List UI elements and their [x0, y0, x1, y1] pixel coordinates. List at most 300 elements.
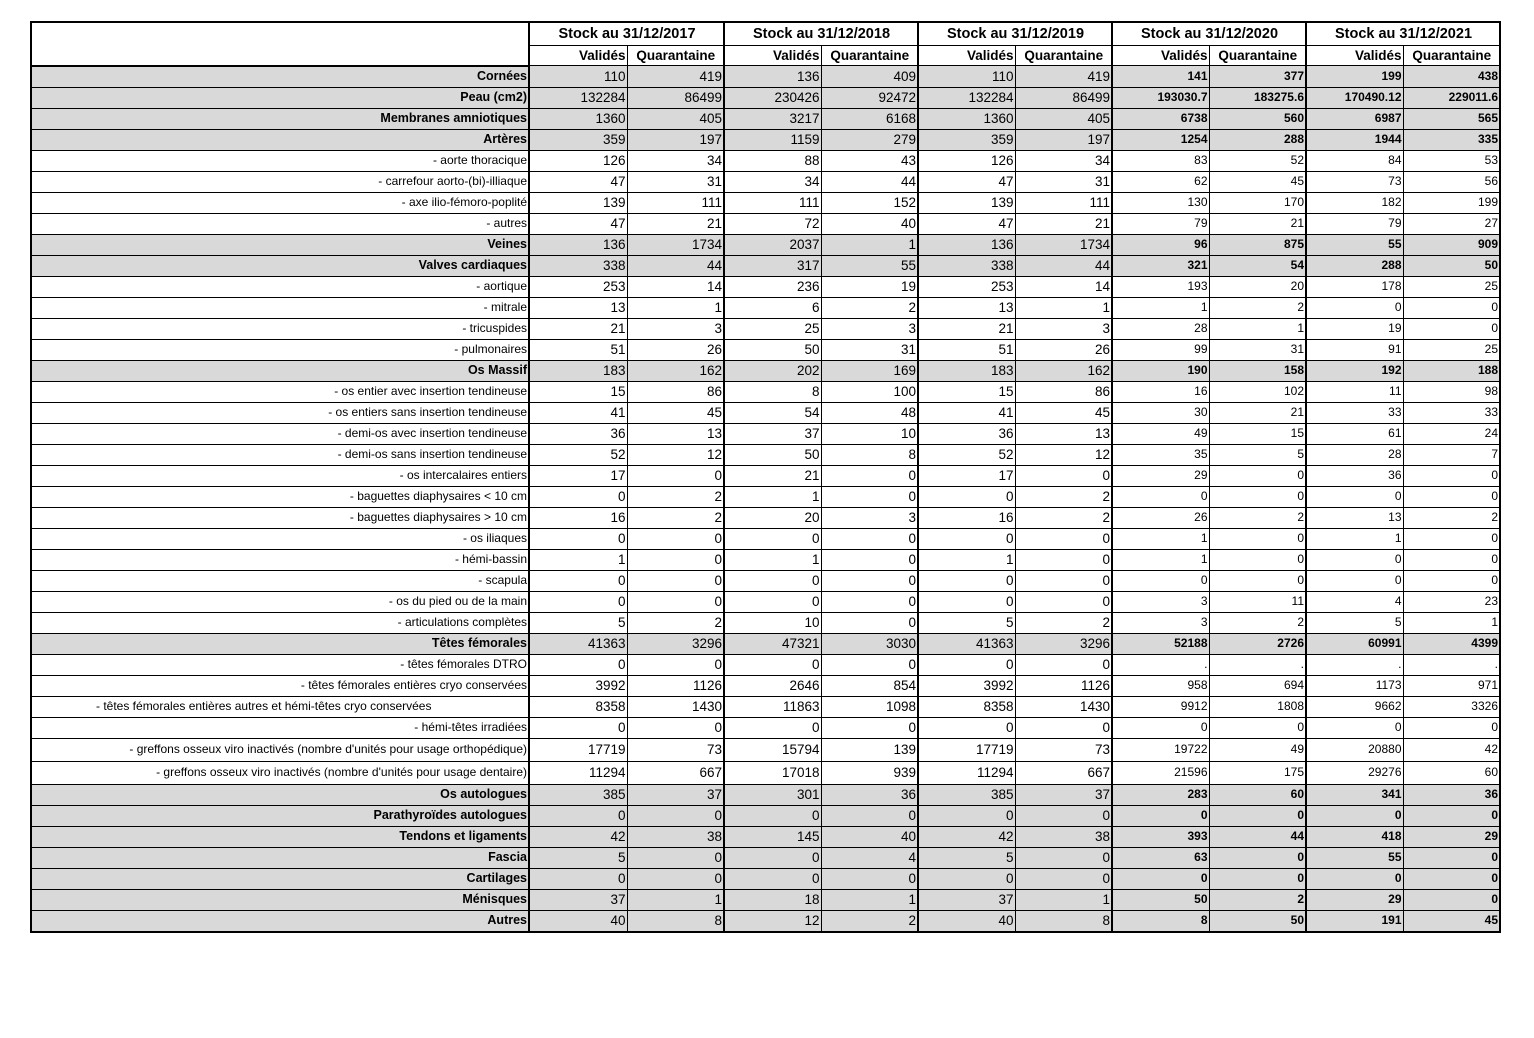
- validated-cell: 1: [1112, 549, 1209, 570]
- validated-cell: 5: [529, 847, 627, 868]
- quarantine-cell: 0: [627, 868, 724, 889]
- stock-table: [30, 21, 1501, 933]
- quarantine-cell: 162: [1015, 360, 1112, 381]
- validated-cell: 47: [918, 171, 1015, 192]
- row-label: - tricuspides: [31, 318, 529, 339]
- period-header: Stock au 31/12/2021: [1306, 22, 1500, 46]
- validated-cell: 139: [918, 192, 1015, 213]
- quarantine-cell: 102: [1209, 381, 1306, 402]
- subcategory-row: [31, 528, 1500, 549]
- quarantine-cell: 3296: [627, 633, 724, 654]
- validated-cell: 33: [1306, 402, 1403, 423]
- quarantine-cell: 44: [1015, 255, 1112, 276]
- quarantine-cell: 1734: [627, 234, 724, 255]
- quarantine-cell: 0: [1403, 847, 1500, 868]
- quarantine-cell: 1: [1209, 318, 1306, 339]
- validated-cell: 0: [918, 805, 1015, 826]
- validated-cell: 0: [724, 528, 821, 549]
- validated-cell: 3992: [918, 675, 1015, 696]
- validated-cell: 52: [918, 444, 1015, 465]
- validated-cell: .: [1306, 654, 1403, 675]
- validated-cell: 25: [724, 318, 821, 339]
- validated-cell: 0: [1306, 549, 1403, 570]
- category-row: [31, 826, 1500, 847]
- quarantine-cell: 2: [821, 910, 918, 932]
- validated-cell: 0: [529, 528, 627, 549]
- validated-cell: 253: [529, 276, 627, 297]
- validated-cell: 1: [724, 486, 821, 507]
- validated-cell: 191: [1306, 910, 1403, 932]
- row-label: Os autologues: [31, 784, 529, 805]
- row-label: Peau (cm2): [31, 87, 529, 108]
- validated-cell: 79: [1306, 213, 1403, 234]
- quarantine-cell: 73: [1015, 738, 1112, 761]
- validated-cell: 50: [724, 339, 821, 360]
- validated-cell: 29276: [1306, 761, 1403, 784]
- quarantine-cell: 3: [821, 507, 918, 528]
- validated-cell: 3217: [724, 108, 821, 129]
- quarantine-cell: 288: [1209, 129, 1306, 150]
- validated-cell: 18: [724, 889, 821, 910]
- validated-cell: 0: [1306, 486, 1403, 507]
- row-label: - aortique: [31, 276, 529, 297]
- validated-cell: 0: [529, 717, 627, 738]
- category-row: [31, 234, 1500, 255]
- quarantine-cell: 1: [821, 889, 918, 910]
- quarantine-cell: 44: [1209, 826, 1306, 847]
- row-label: - scapula: [31, 570, 529, 591]
- quarantine-cell: 183275.6: [1209, 87, 1306, 108]
- row-label: - têtes fémorales DTRO: [31, 654, 529, 675]
- validated-cell: 3: [1112, 612, 1209, 633]
- quarantine-cell: 0: [627, 570, 724, 591]
- validated-cell: 26: [1112, 507, 1209, 528]
- subcategory-row: [31, 570, 1500, 591]
- quarantine-cell: 0: [627, 847, 724, 868]
- quarantine-cell: 20: [1209, 276, 1306, 297]
- quarantine-cell: 0: [627, 528, 724, 549]
- validated-cell: 47: [529, 213, 627, 234]
- quarantine-cell: 0: [821, 570, 918, 591]
- validated-cell: 192: [1306, 360, 1403, 381]
- quarantine-cell: 12: [1015, 444, 1112, 465]
- validated-cell: 8: [724, 381, 821, 402]
- validated-cell: 359: [529, 129, 627, 150]
- validated-cell: 17719: [529, 738, 627, 761]
- subcategory-row: [31, 654, 1500, 675]
- validated-cell: 42: [918, 826, 1015, 847]
- quarantine-cell: 229011.6: [1403, 87, 1500, 108]
- quarantine-cell: 419: [1015, 66, 1112, 88]
- quarantine-cell: 1808: [1209, 696, 1306, 717]
- quarantine-cell: 0: [627, 717, 724, 738]
- validated-cell: 236: [724, 276, 821, 297]
- validated-cell: 0: [1306, 570, 1403, 591]
- validated-cell: 0: [1112, 868, 1209, 889]
- validated-cell: 0: [1306, 805, 1403, 826]
- validated-cell: 5: [918, 612, 1015, 633]
- quarantine-cell: 1734: [1015, 234, 1112, 255]
- validated-cell: 72: [724, 213, 821, 234]
- quarantine-header: Quarantaine: [1209, 46, 1306, 66]
- quarantine-cell: 409: [821, 66, 918, 88]
- validated-cell: 1159: [724, 129, 821, 150]
- validated-cell: 73: [1306, 171, 1403, 192]
- quarantine-cell: 0: [1015, 528, 1112, 549]
- row-label: Veines: [31, 234, 529, 255]
- validated-cell: 20: [724, 507, 821, 528]
- quarantine-cell: 3: [627, 318, 724, 339]
- quarantine-cell: 0: [1403, 297, 1500, 318]
- quarantine-cell: 26: [1015, 339, 1112, 360]
- row-label: - os entiers sans insertion tendineuse: [31, 402, 529, 423]
- row-label: - autres: [31, 213, 529, 234]
- validated-cell: 0: [1306, 297, 1403, 318]
- quarantine-cell: 42: [1403, 738, 1500, 761]
- quarantine-cell: 188: [1403, 360, 1500, 381]
- quarantine-cell: 43: [821, 150, 918, 171]
- subcategory-row: [31, 192, 1500, 213]
- quarantine-cell: 1430: [627, 696, 724, 717]
- quarantine-cell: 37: [627, 784, 724, 805]
- subcategory-row: [31, 549, 1500, 570]
- quarantine-cell: 0: [1015, 591, 1112, 612]
- validated-header: Validés: [529, 46, 627, 66]
- validated-cell: 136: [529, 234, 627, 255]
- validated-cell: 0: [529, 570, 627, 591]
- quarantine-cell: 34: [627, 150, 724, 171]
- validated-cell: 84: [1306, 150, 1403, 171]
- validated-cell: 52188: [1112, 633, 1209, 654]
- validated-cell: 1944: [1306, 129, 1403, 150]
- quarantine-cell: 419: [627, 66, 724, 88]
- quarantine-cell: 0: [1403, 889, 1500, 910]
- quarantine-cell: 45: [1209, 171, 1306, 192]
- subcategory-row: [31, 297, 1500, 318]
- validated-cell: 79: [1112, 213, 1209, 234]
- quarantine-cell: 0: [1209, 717, 1306, 738]
- quarantine-cell: 33: [1403, 402, 1500, 423]
- quarantine-cell: 13: [1015, 423, 1112, 444]
- corner-cell: [31, 22, 529, 66]
- quarantine-cell: 1: [1015, 297, 1112, 318]
- validated-cell: 36: [1306, 465, 1403, 486]
- validated-cell: 0: [724, 717, 821, 738]
- validated-cell: 99: [1112, 339, 1209, 360]
- subcategory-row: [31, 381, 1500, 402]
- quarantine-cell: 1098: [821, 696, 918, 717]
- quarantine-cell: 199: [1403, 192, 1500, 213]
- quarantine-cell: 0: [821, 465, 918, 486]
- validated-cell: 2037: [724, 234, 821, 255]
- validated-cell: 62: [1112, 171, 1209, 192]
- validated-cell: 36: [529, 423, 627, 444]
- quarantine-cell: 667: [627, 761, 724, 784]
- quarantine-cell: 2: [1209, 297, 1306, 318]
- quarantine-cell: 44: [627, 255, 724, 276]
- quarantine-cell: 0: [1015, 465, 1112, 486]
- validated-cell: 11294: [529, 761, 627, 784]
- quarantine-cell: 0: [1403, 465, 1500, 486]
- validated-cell: 16: [529, 507, 627, 528]
- quarantine-cell: 0: [821, 549, 918, 570]
- validated-cell: 55: [1306, 847, 1403, 868]
- validated-cell: 317: [724, 255, 821, 276]
- validated-cell: 1173: [1306, 675, 1403, 696]
- quarantine-cell: 3030: [821, 633, 918, 654]
- validated-cell: 110: [918, 66, 1015, 88]
- validated-cell: 385: [529, 784, 627, 805]
- validated-cell: 0: [918, 486, 1015, 507]
- validated-cell: 47321: [724, 633, 821, 654]
- validated-cell: 61: [1306, 423, 1403, 444]
- quarantine-cell: 3296: [1015, 633, 1112, 654]
- validated-cell: 9662: [1306, 696, 1403, 717]
- quarantine-cell: 197: [1015, 129, 1112, 150]
- validated-cell: 12: [724, 910, 821, 932]
- validated-cell: 1: [918, 549, 1015, 570]
- validated-cell: 21: [529, 318, 627, 339]
- validated-cell: 0: [1112, 805, 1209, 826]
- quarantine-cell: 4: [821, 847, 918, 868]
- validated-cell: 17018: [724, 761, 821, 784]
- validated-cell: 13: [529, 297, 627, 318]
- quarantine-cell: 0: [1403, 570, 1500, 591]
- quarantine-cell: 175: [1209, 761, 1306, 784]
- validated-cell: 0: [1306, 717, 1403, 738]
- validated-cell: 37: [724, 423, 821, 444]
- quarantine-cell: 8: [1015, 910, 1112, 932]
- validated-cell: 190: [1112, 360, 1209, 381]
- quarantine-cell: 50: [1209, 910, 1306, 932]
- category-row: [31, 129, 1500, 150]
- quarantine-cell: 694: [1209, 675, 1306, 696]
- validated-cell: 1: [1306, 528, 1403, 549]
- quarantine-cell: 60: [1403, 761, 1500, 784]
- quarantine-cell: 2: [627, 486, 724, 507]
- period-header-row: [31, 22, 1500, 46]
- quarantine-cell: 971: [1403, 675, 1500, 696]
- validated-cell: 40: [918, 910, 1015, 932]
- quarantine-cell: 92472: [821, 87, 918, 108]
- quarantine-cell: 0: [627, 549, 724, 570]
- quarantine-cell: 0: [1209, 486, 1306, 507]
- subcategory-row: [31, 738, 1500, 761]
- quarantine-cell: 48: [821, 402, 918, 423]
- quarantine-cell: 5: [1209, 444, 1306, 465]
- validated-cell: 19722: [1112, 738, 1209, 761]
- quarantine-cell: 667: [1015, 761, 1112, 784]
- quarantine-cell: 0: [1015, 868, 1112, 889]
- quarantine-cell: 45: [1015, 402, 1112, 423]
- quarantine-cell: 0: [1209, 570, 1306, 591]
- quarantine-cell: 0: [1209, 847, 1306, 868]
- validated-cell: 0: [918, 868, 1015, 889]
- validated-cell: 5: [529, 612, 627, 633]
- quarantine-cell: 8: [627, 910, 724, 932]
- quarantine-cell: 1: [1015, 889, 1112, 910]
- subcategory-row: [31, 717, 1500, 738]
- validated-cell: 30: [1112, 402, 1209, 423]
- row-label: - hémi-bassin: [31, 549, 529, 570]
- quarantine-cell: 0: [1403, 549, 1500, 570]
- validated-cell: 1: [1112, 297, 1209, 318]
- quarantine-cell: 21: [1209, 213, 1306, 234]
- row-label: - baguettes diaphysaires < 10 cm: [31, 486, 529, 507]
- validated-cell: 0: [1306, 868, 1403, 889]
- quarantine-cell: 335: [1403, 129, 1500, 150]
- validated-cell: 193030.7: [1112, 87, 1209, 108]
- validated-cell: 359: [918, 129, 1015, 150]
- quarantine-cell: 100: [821, 381, 918, 402]
- quarantine-cell: 50: [1403, 255, 1500, 276]
- period-header: Stock au 31/12/2017: [529, 22, 724, 46]
- row-label: Os Massif: [31, 360, 529, 381]
- validated-cell: 10: [724, 612, 821, 633]
- quarantine-cell: 36: [1403, 784, 1500, 805]
- validated-cell: 0: [724, 654, 821, 675]
- validated-cell: 21: [724, 465, 821, 486]
- row-label: Tendons et ligaments: [31, 826, 529, 847]
- quarantine-cell: 0: [1209, 805, 1306, 826]
- quarantine-cell: 2: [1015, 612, 1112, 633]
- quarantine-cell: 60: [1209, 784, 1306, 805]
- category-row: [31, 633, 1500, 654]
- quarantine-cell: 2: [1403, 507, 1500, 528]
- validated-cell: 60991: [1306, 633, 1403, 654]
- validated-cell: 8358: [529, 696, 627, 717]
- validated-cell: 110: [529, 66, 627, 88]
- validated-cell: 29: [1112, 465, 1209, 486]
- validated-cell: 0: [918, 591, 1015, 612]
- quarantine-cell: 26: [627, 339, 724, 360]
- quarantine-cell: 15: [1209, 423, 1306, 444]
- quarantine-cell: 0: [1015, 549, 1112, 570]
- quarantine-cell: 139: [821, 738, 918, 761]
- validated-cell: 21596: [1112, 761, 1209, 784]
- quarantine-cell: 854: [821, 675, 918, 696]
- row-label: - têtes fémorales entières autres et hémi-têtes cryo conservées: [31, 696, 529, 717]
- validated-cell: 0: [529, 805, 627, 826]
- subcategory-row: [31, 696, 1500, 717]
- quarantine-cell: 3: [1015, 318, 1112, 339]
- row-label: Cornées: [31, 66, 529, 88]
- validated-cell: 11863: [724, 696, 821, 717]
- quarantine-cell: 279: [821, 129, 918, 150]
- quarantine-cell: 0: [821, 717, 918, 738]
- quarantine-cell: 2: [1209, 507, 1306, 528]
- validated-cell: 1254: [1112, 129, 1209, 150]
- validated-cell: 1: [529, 549, 627, 570]
- validated-cell: 41363: [529, 633, 627, 654]
- validated-cell: 338: [529, 255, 627, 276]
- quarantine-cell: 14: [627, 276, 724, 297]
- quarantine-cell: .: [1403, 654, 1500, 675]
- validated-cell: 17: [529, 465, 627, 486]
- row-label: - carrefour aorto-(bi)-illiaque: [31, 171, 529, 192]
- row-label: Parathyroïdes autologues: [31, 805, 529, 826]
- quarantine-cell: 12: [627, 444, 724, 465]
- validated-cell: 17719: [918, 738, 1015, 761]
- category-row: [31, 784, 1500, 805]
- validated-cell: 52: [529, 444, 627, 465]
- subcategory-row: [31, 612, 1500, 633]
- row-label: - os entier avec insertion tendineuse: [31, 381, 529, 402]
- validated-cell: 0: [918, 570, 1015, 591]
- validated-cell: 385: [918, 784, 1015, 805]
- validated-cell: 15: [529, 381, 627, 402]
- quarantine-cell: 111: [627, 192, 724, 213]
- quarantine-cell: 909: [1403, 234, 1500, 255]
- subcategory-row: [31, 213, 1500, 234]
- quarantine-cell: 21: [627, 213, 724, 234]
- validated-cell: 0: [724, 591, 821, 612]
- row-label: - axe ilio-fémoro-poplité: [31, 192, 529, 213]
- quarantine-cell: 0: [627, 591, 724, 612]
- category-row: [31, 847, 1500, 868]
- validated-cell: 49: [1112, 423, 1209, 444]
- row-label: Cartilages: [31, 868, 529, 889]
- row-label: - demi-os sans insertion tendineuse: [31, 444, 529, 465]
- category-row: [31, 87, 1500, 108]
- validated-cell: 63: [1112, 847, 1209, 868]
- category-row: [31, 255, 1500, 276]
- quarantine-cell: 0: [821, 654, 918, 675]
- quarantine-cell: 1126: [1015, 675, 1112, 696]
- row-label: - baguettes diaphysaires > 10 cm: [31, 507, 529, 528]
- quarantine-cell: 40: [821, 826, 918, 847]
- validated-cell: 139: [529, 192, 627, 213]
- quarantine-cell: 170: [1209, 192, 1306, 213]
- validated-cell: 3992: [529, 675, 627, 696]
- row-label: - articulations complètes: [31, 612, 529, 633]
- quarantine-cell: 38: [627, 826, 724, 847]
- validated-cell: 13: [1306, 507, 1403, 528]
- validated-cell: 15794: [724, 738, 821, 761]
- quarantine-cell: 0: [1015, 717, 1112, 738]
- validated-cell: 0: [918, 528, 1015, 549]
- row-label: - aorte thoracique: [31, 150, 529, 171]
- quarantine-cell: 0: [1209, 528, 1306, 549]
- subcategory-row: [31, 675, 1500, 696]
- quarantine-cell: 2: [627, 507, 724, 528]
- validated-cell: 301: [724, 784, 821, 805]
- quarantine-cell: 38: [1015, 826, 1112, 847]
- quarantine-cell: 0: [1403, 486, 1500, 507]
- quarantine-cell: 0: [1403, 528, 1500, 549]
- subcategory-row: [31, 423, 1500, 444]
- quarantine-cell: 86: [1015, 381, 1112, 402]
- quarantine-cell: 2: [1209, 612, 1306, 633]
- quarantine-cell: 98: [1403, 381, 1500, 402]
- quarantine-cell: 565: [1403, 108, 1500, 129]
- validated-cell: 341: [1306, 784, 1403, 805]
- validated-cell: 0: [1112, 486, 1209, 507]
- validated-cell: 17: [918, 465, 1015, 486]
- validated-cell: 19: [1306, 318, 1403, 339]
- quarantine-cell: 86499: [1015, 87, 1112, 108]
- validated-cell: 393: [1112, 826, 1209, 847]
- validated-cell: 35: [1112, 444, 1209, 465]
- validated-cell: 145: [724, 826, 821, 847]
- quarantine-cell: 6168: [821, 108, 918, 129]
- row-label: - têtes fémorales entières cryo conservées: [31, 675, 529, 696]
- quarantine-cell: 2: [1015, 507, 1112, 528]
- subcategory-row: [31, 402, 1500, 423]
- quarantine-cell: 0: [1403, 868, 1500, 889]
- quarantine-cell: 162: [627, 360, 724, 381]
- row-label: - demi-os avec insertion tendineuse: [31, 423, 529, 444]
